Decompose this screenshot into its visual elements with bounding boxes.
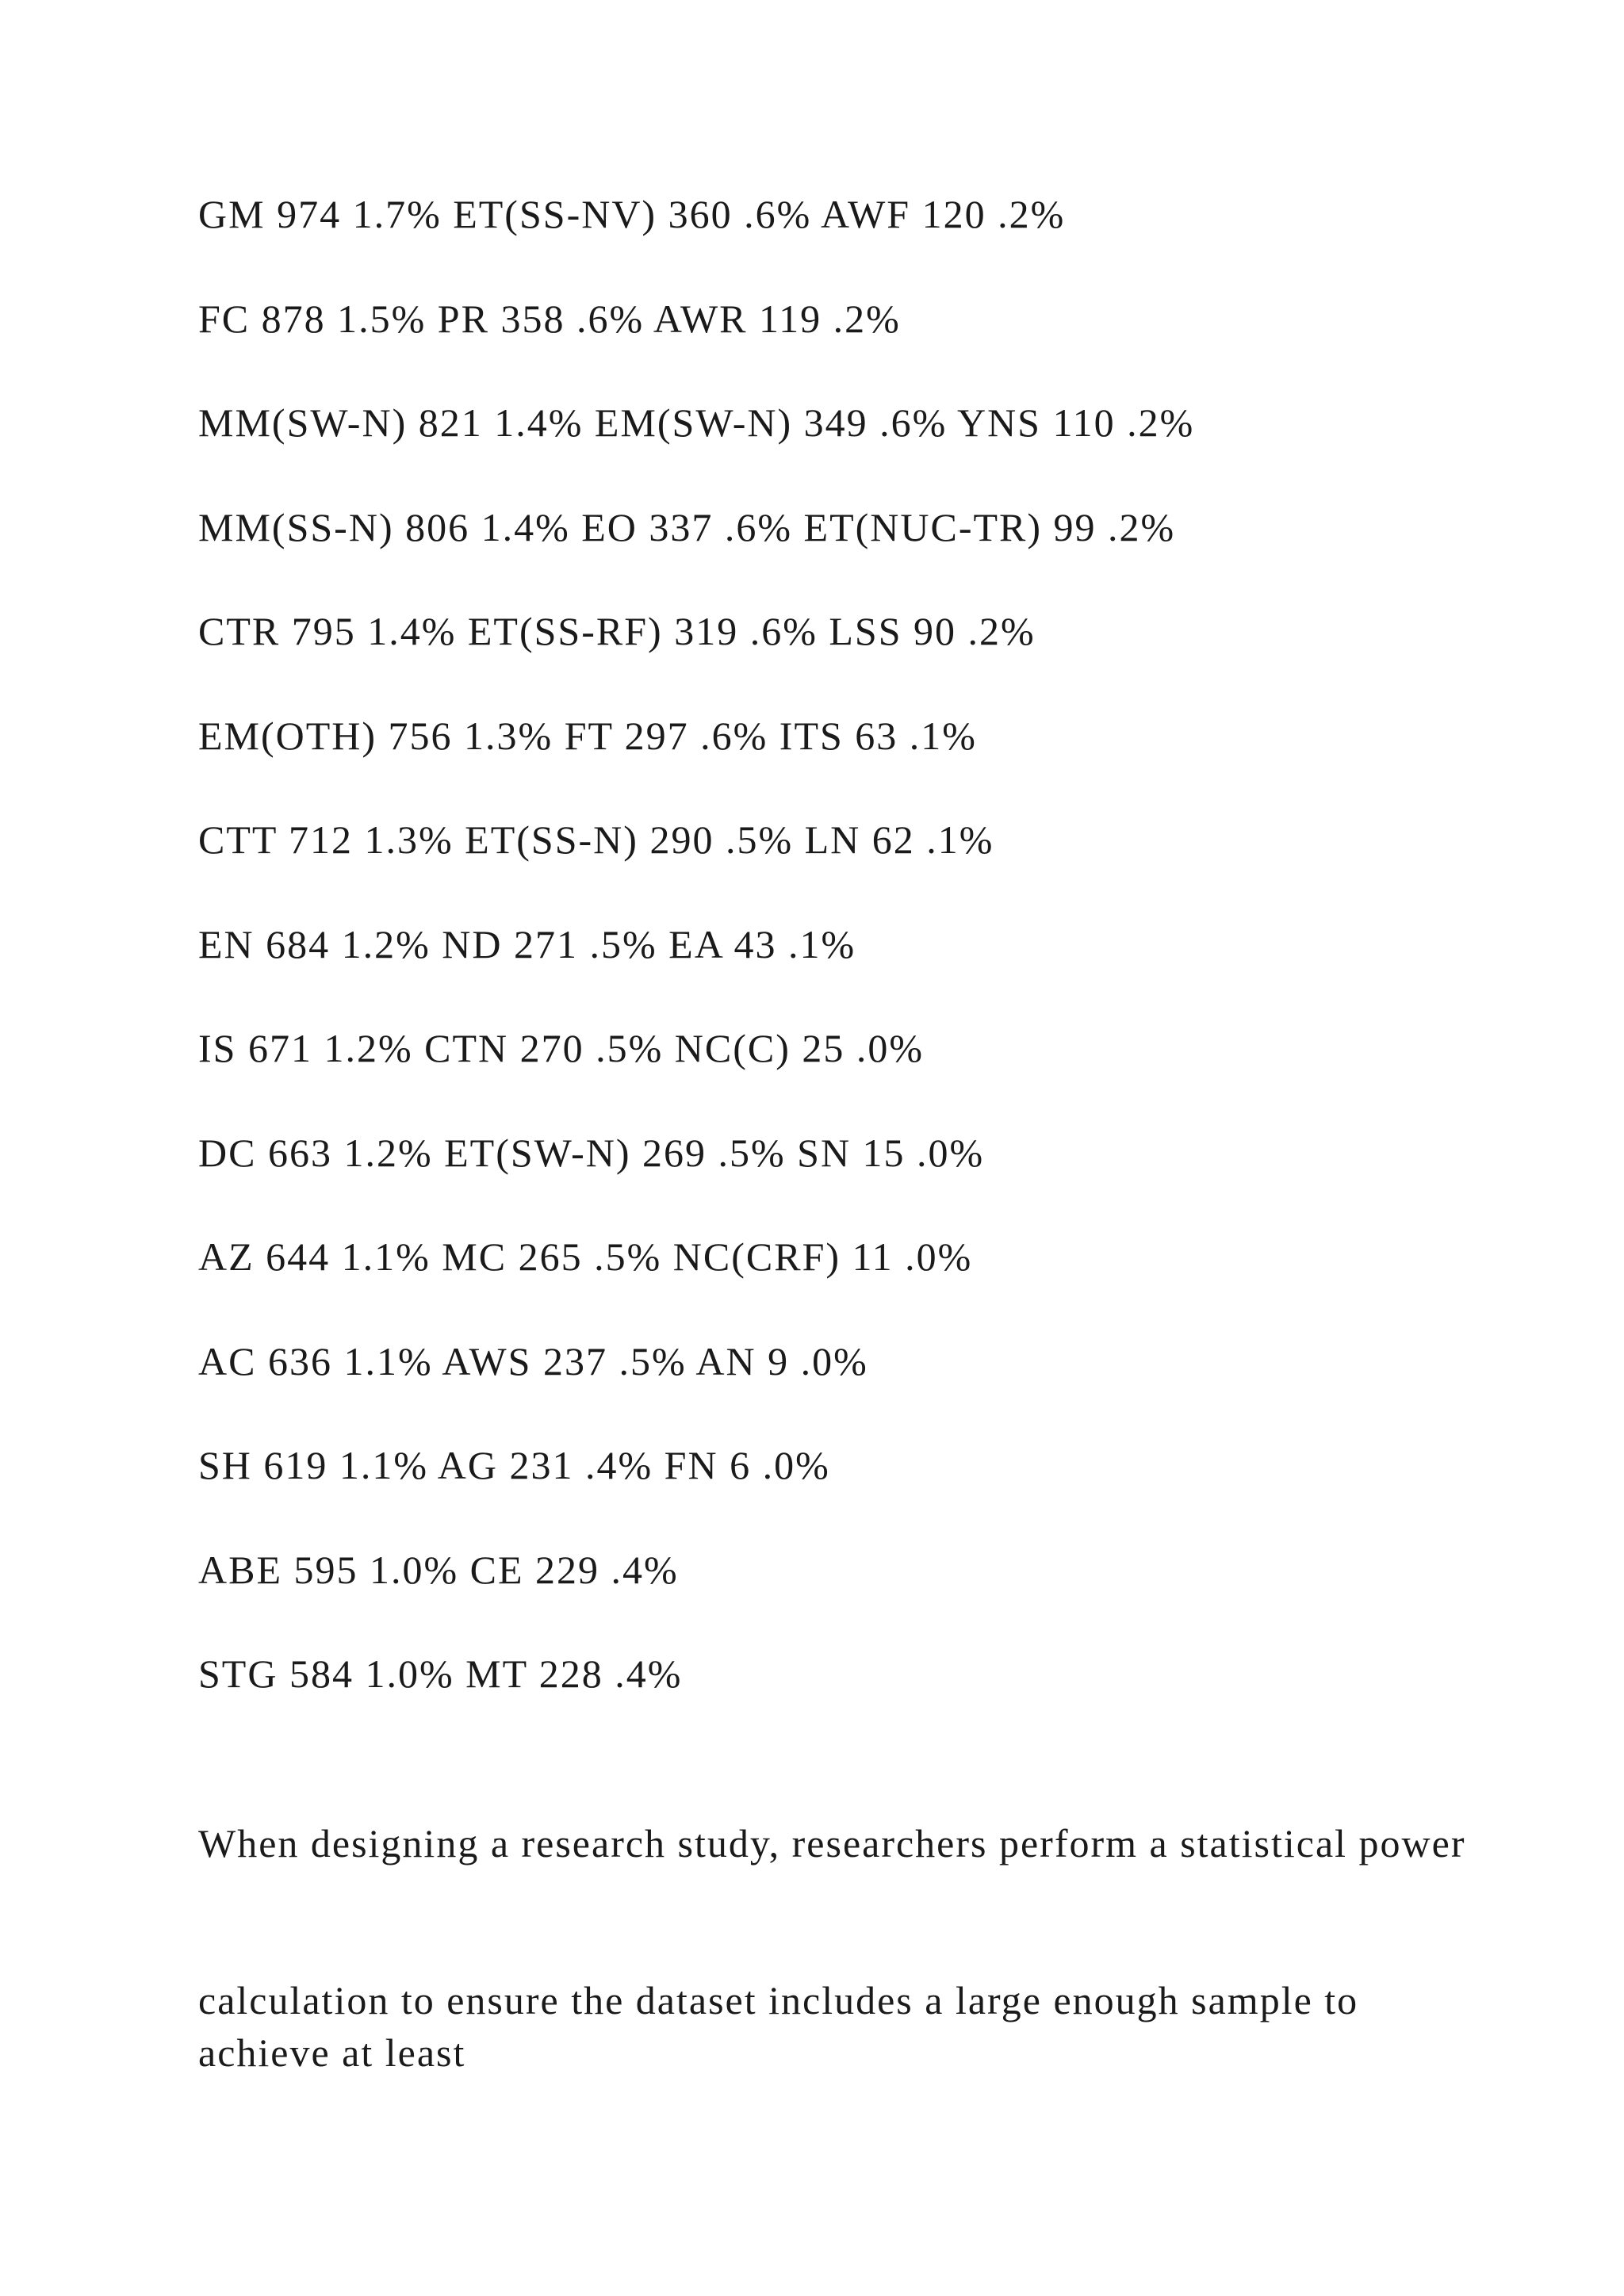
stat-line: STG 584 1.0% MT 228 .4% (198, 1651, 683, 1696)
stat-list (198, 190, 1467, 1697)
stat-line: CTR 795 1.4% ET(SS-RF) 319 .6% LSS 90 .2% (198, 609, 1036, 653)
stat-line: MM(SW-N) 821 1.4% EM(SW-N) 349 .6% YNS 110 .2% (198, 400, 1195, 445)
stat-line: EN 684 1.2% ND 271 .5% EA 43 .1% (198, 921, 856, 966)
stat-line: AZ 644 1.1% MC 265 .5% NC(CRF) 11 .0% (198, 1234, 973, 1279)
paragraph-1: When designing a research study, researchers perform a statistical power (198, 1821, 1466, 1866)
stat-line: IS 671 1.2% CTN 270 .5% NC(C) 25 .0% (198, 1026, 925, 1070)
stat-line: EM(OTH) 756 1.3% FT 297 .6% ITS 63 .1% (198, 713, 977, 758)
stat-line: FC 878 1.5% PR 358 .6% AWR 119 .2% (198, 296, 901, 341)
stat-line: AC 636 1.1% AWS 237 .5% AN 9 .0% (198, 1338, 868, 1383)
stat-list-container (198, 190, 1467, 1755)
stat-line: GM 974 1.7% ET(SS-NV) 360 .6% AWF 120 .2% (198, 192, 1066, 236)
stat-line: MM(SS-N) 806 1.4% EO 337 .6% ET(NUC-TR) 99 .2% (198, 504, 1176, 549)
stat-line: CTT 712 1.3% ET(SS-N) 290 .5% LN 62 .1% (198, 817, 994, 862)
stat-line: SH 619 1.1% AG 231 .4% FN 6 .0% (198, 1443, 830, 1487)
stat-line: ABE 595 1.0% CE 229 .4% (198, 1547, 679, 1592)
stat-line: DC 663 1.2% ET(SW-N) 269 .5% SN 15 .0% (198, 1130, 985, 1175)
paragraph-2: calculation to ensure the dataset includes a large enough sample to achieve at least (198, 1978, 1359, 2075)
